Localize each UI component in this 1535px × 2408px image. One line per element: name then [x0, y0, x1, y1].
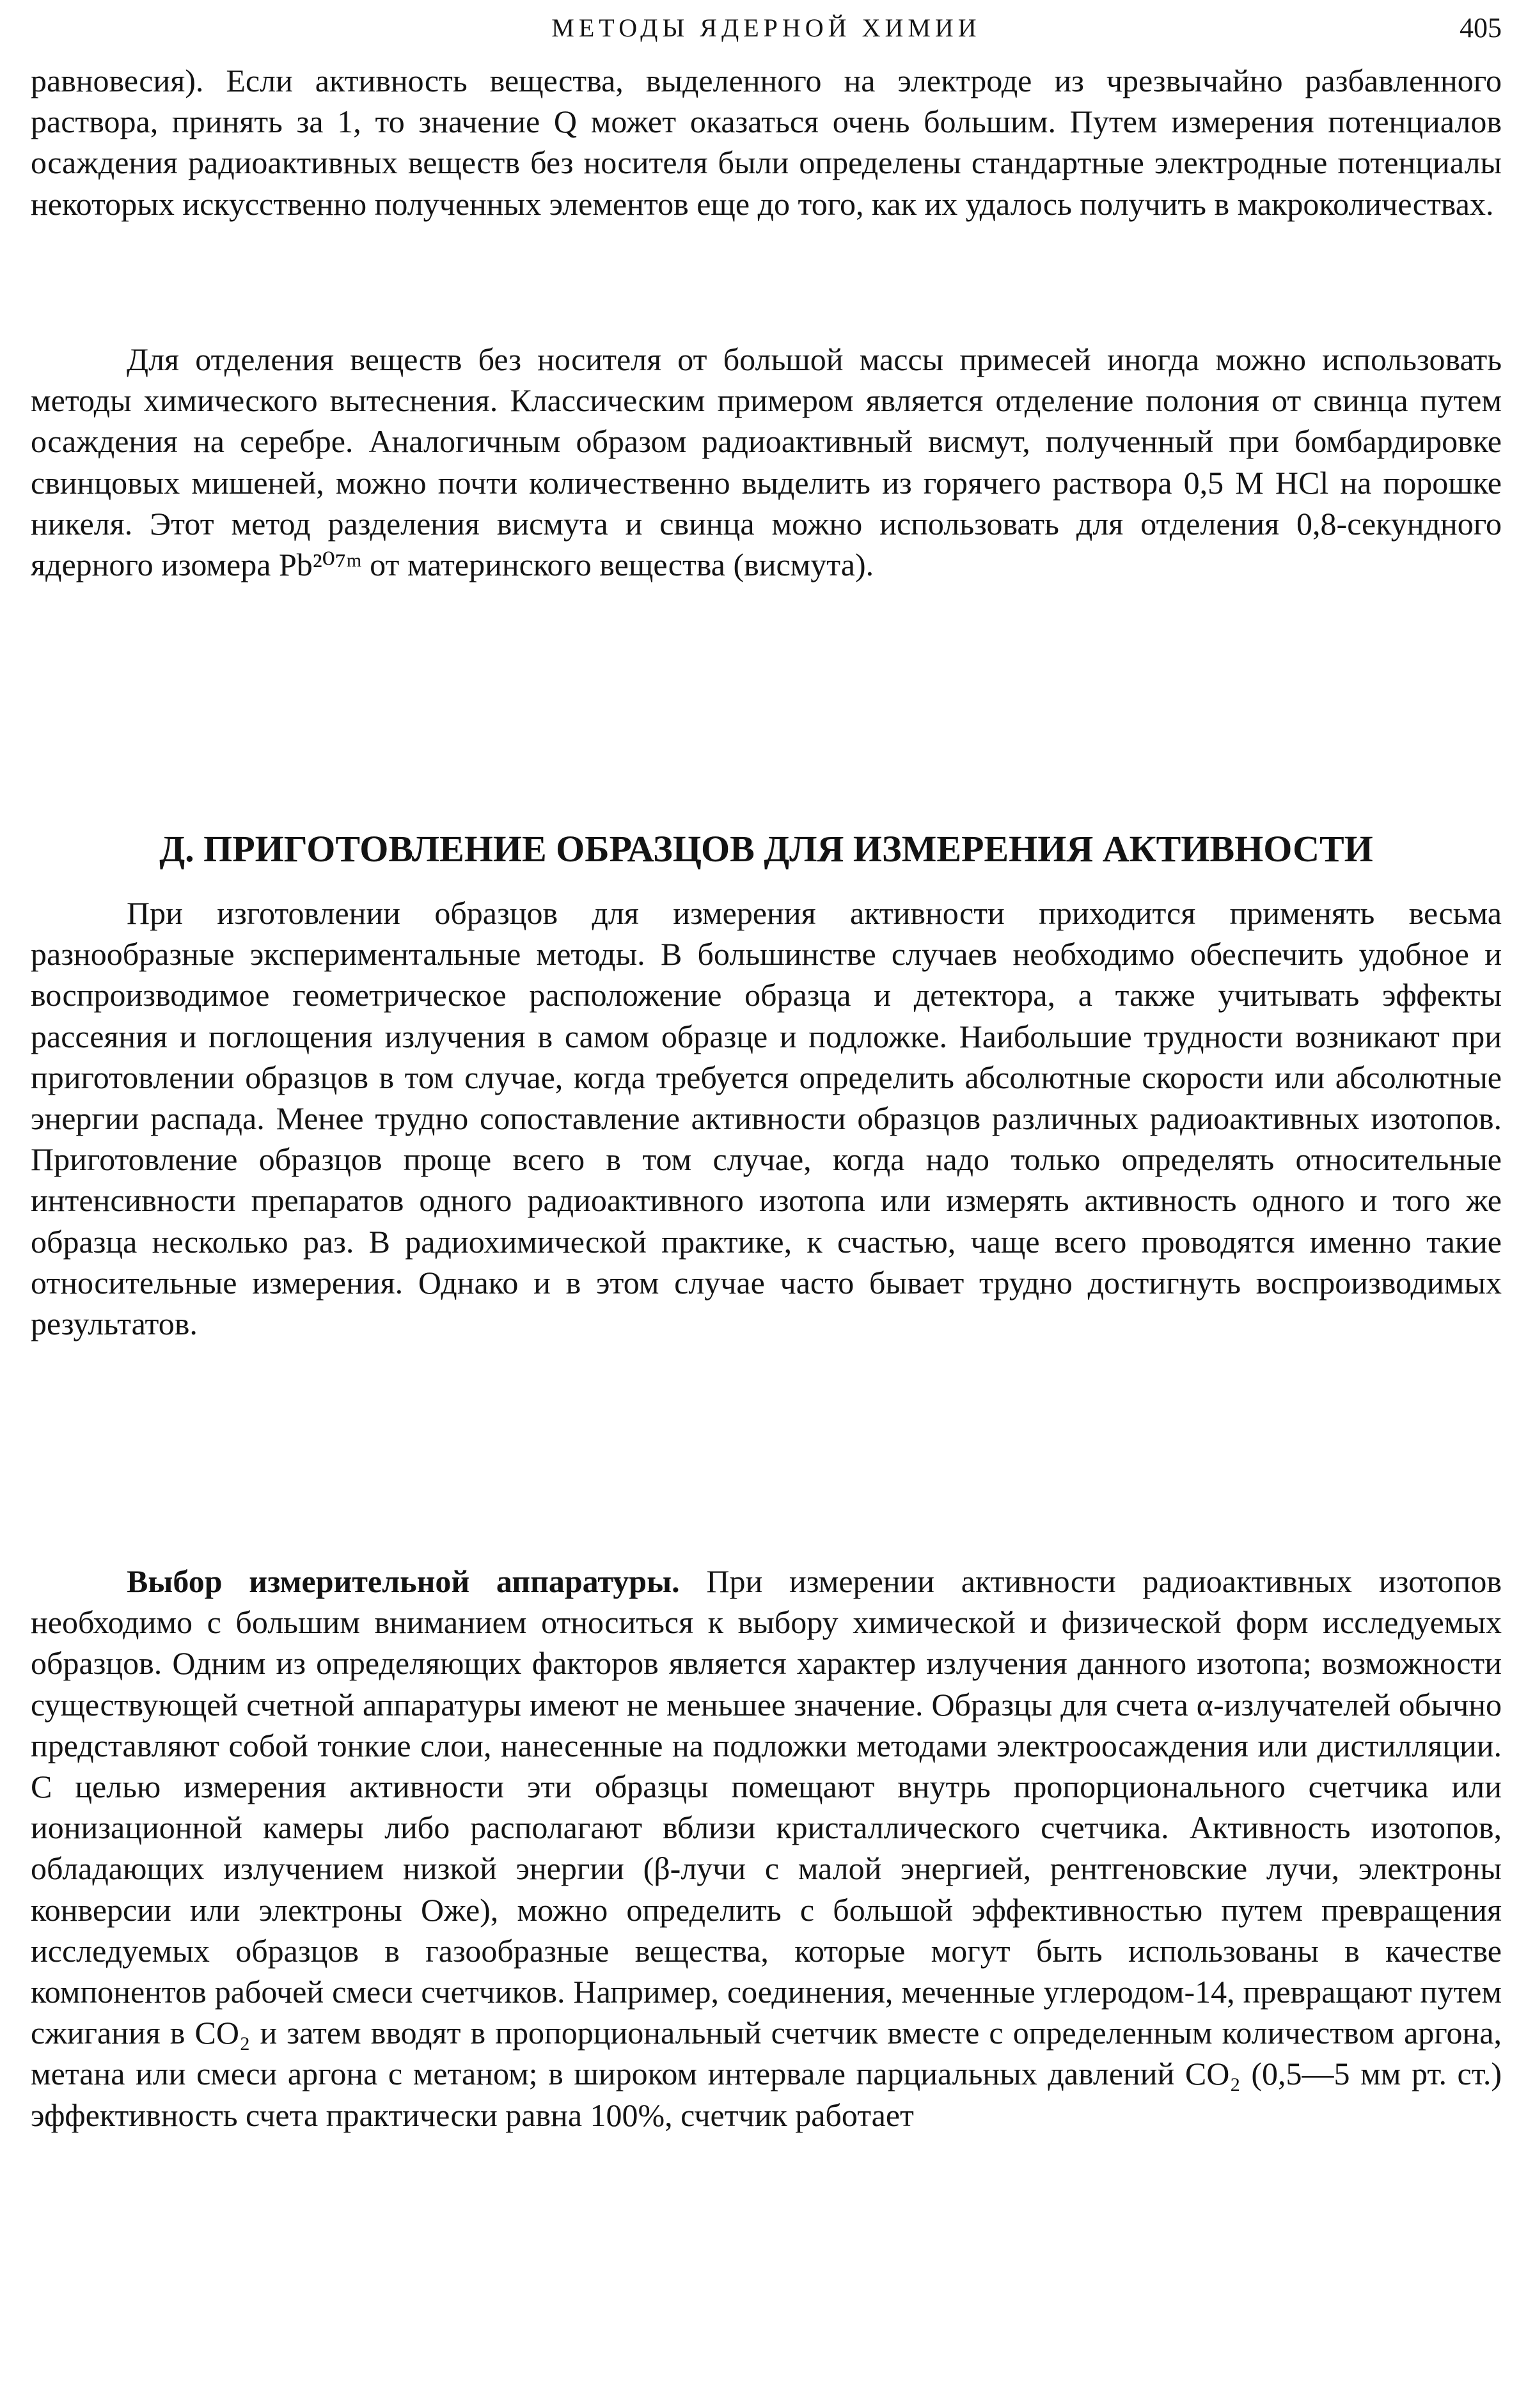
subsection-paragraph-text [31, 1561, 1502, 2136]
paragraph-1 [31, 60, 1502, 224]
paragraph-2-text: Для отделения веществ без носителя от большой массы примесей иногда можно использовать методы химического вытеснения. Классическим примером является отделение полония от свинца путем осаждения на серебре. Аналогичным образом радиоактивный висмут, полученный при бомбардировке свинцовых мишеней, можно почти количественно выделить из горячего раствора 0,5 M HCl на порошке никеля. Этот метод разделения висмута и свинца можно использовать для отделения 0,8-секундного ядерного изомера Pb²⁰⁷ᵐ от материнского вещества (висмута). [31, 341, 1502, 583]
subsection-body: При измерении активности радиоактивных изотопов необходимо с большим вниманием относиться к выбору химической и физической форм исследуемых образцов. Одним из определяющих факторов является характер излучения данного изотопа; возможности существующей счетной аппаратуры имеют не меньшее значение. Образцы для счета α-излучателей обычно представляют собой тонкие слои, нанесенные на подложки методами электроосаждения или дистилляции. С целью измерения активности эти образцы помещают внутрь пропорционального счетчика или ионизационной камеры либо располагают вблизи кристаллического счетчика. Активность изотопов, обладающих излучением низкой энергии (β-лучи с малой энергией, рентгеновские лучи, электроны конверсии или электроны Оже), можно определить с большой эффективностью путем превращения исследуемых образцов в газообразные вещества, которые могут быть использованы в качестве компонентов рабочей смеси счетчиков. Например, соединения, меченные углеродом-14, превращают путем сжигания в CO₂ и затем вводят в пропорциональный счетчик вместе с определенным количеством аргона, метана или смеси аргона с метаном; в широком интервале парциальных давлений CO₂ (0,5—5 мм рт. ст.) эффективность счета практически равна 100%, счетчик работает [31, 1563, 1502, 2133]
paragraph-1-text: равновесия). Если активность вещества, выделенного на электроде из чрезвычайно разбавленного раствора, принять за 1, то значение Q может оказаться очень большим. Путем измерения потенциалов осаждения радиоактивных веществ без носителя были определены стандартные электродные потенциалы некоторых искусственно полученных элементов еще до того, как их удалось получить в макроколичествах. [31, 63, 1502, 222]
section-heading: Д. ПРИГОТОВЛЕНИЕ ОБРАЗЦОВ ДЛЯ ИЗМЕРЕНИЯ АКТИВНОСТИ [159, 828, 1373, 870]
section-intro-text: При изготовлении образцов для измерения активности приходится применять весьма разнообразные экспериментальные методы. В большинстве случаев необходимо обеспечить удобное и воспроизводимое геометрическое расположение образца и детектора, а также учитывать эффекты рассеяния и поглощения излучения в самом образце и подложке. Наибольшие трудности возникают при приготовлении образцов в том случае, когда требуется определить абсолютные скорости или абсолютные энергии распада. Менее трудно сопоставление активности образцов различных радиоактивных изотопов. Приготовление образцов проще всего в том случае, когда надо только определять относительные интенсивности препаратов одного радиоактивного изотопа или измерять активность одного и того же образца несколько раз. В радиохимической практике, к счастью, чаще всего проводятся именно такие относительные измерения. Однако и в этом случае часто бывает трудно достигнуть воспроизводимых результатов. [31, 895, 1502, 1342]
subsection-paragraph [31, 1561, 1502, 2136]
book-page [31, 0, 1502, 2408]
running-title: МЕТОДЫ ЯДЕРНОЙ ХИМИИ [551, 13, 981, 42]
section-intro [31, 893, 1502, 1344]
page-number: 405 [1460, 12, 1502, 43]
paragraph-2 [31, 339, 1502, 585]
running-head [31, 9, 1502, 47]
subsection-title: Выбор измерительной аппаратуры. [127, 1563, 680, 1599]
